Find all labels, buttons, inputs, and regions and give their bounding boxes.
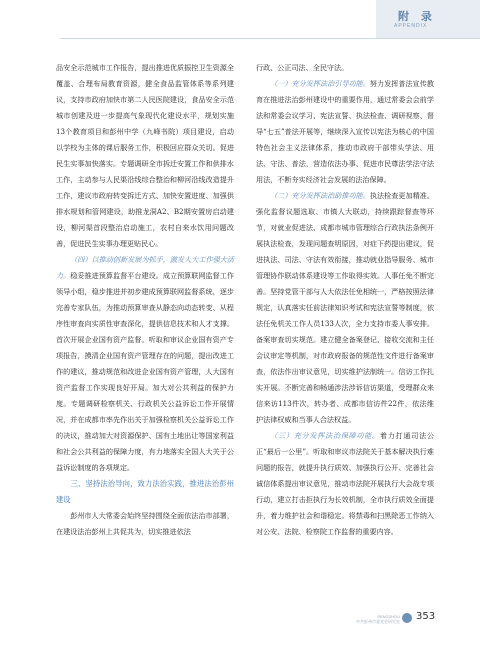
subsection-heading: （二）充分发挥法治助推功能。 bbox=[270, 191, 370, 200]
paragraph-body: 着力打通司法公正“最后一公里”。听取和审议市法院关于基本解决执行难问题的报告，就提升执行质效、加强执行公开、完善社会诚信体系提出审议意见，推动市法院开展执行大会战专项行动，建立打击拒执行为长效机制，全市执行质效全面提升，着力维护社会和谐稳定。将禁毒和扫黑除恶工作纳入对公安、法院、检察院工作监督的重要内容。 bbox=[256, 431, 434, 536]
paragraph-body: 稳妥推进预算监督平台建设。成立预算联网监督工作领导小组，稳步推进并初步建成预算联网监督系统，逐步完善专家队伍，为推动预算审查从静态向动态转变、从程序性审查向实质性审查深化，提供信息技术和人才支撑。首次开展企业国有资产监督。听取和审议企业国有资产专项报告，摸清企业国有资产管理存在的问题，提出改进工作的建议，推动规范和改进企业国有资产管理，人大国有资产监督工作实现良好开局。加大对公共利益的保护力度。专题调研检察机关、行政机关公益诉讼工作开展情况，并在成都市率先作出关于加强检察机关公益诉讼工作的决议，推动加大对资源保护、国有土地出让等国家利益和社会公共利益的保障力度，有力地落实全国人大关于公益诉讼制度的各项规定。 bbox=[56, 271, 235, 472]
right-column bbox=[256, 60, 434, 540]
logo-line: 中共彭州市委党史研究室 bbox=[356, 619, 400, 624]
paragraph: 彭州市人大常委会始终坚持围绕全面依法治市部署，在建设法治彭州上共促共为，切实推进依法 bbox=[56, 511, 234, 536]
header-divider bbox=[60, 38, 480, 39]
subsection-heading: （四）以推动创新发展为抓手，激发人大工作强大活力。 bbox=[56, 255, 234, 280]
paragraph-body: 努力发挥普法宣传教育在推进法治彭州建设中的重要作用，通过常委会会前学法和常委会议学习、宪法宣誓、执法检查、调研视察、督导“七五”普法开展等，继续深入宣传以宪法为核心的中国特色社会主义法律体系，推动市政府干部带头学法、用法、守法、普法，营造依法办事、促进市民尊法学法守法用法，不断夯实经济社会发展的法治保障。 bbox=[256, 79, 435, 184]
page-marker-icon bbox=[402, 613, 412, 623]
paragraph: 行政、公正司法、全民守法。 bbox=[256, 63, 349, 72]
publisher-logo bbox=[330, 614, 400, 624]
subsection-heading: （三）充分发挥法治保障功能。 bbox=[270, 431, 380, 440]
section-title: 附 录 bbox=[398, 10, 436, 23]
paragraph bbox=[56, 252, 234, 476]
paragraph bbox=[256, 428, 434, 540]
paragraph bbox=[256, 188, 434, 428]
page-number: 353 bbox=[416, 611, 436, 622]
paragraph-body: 执法检查更加精准。强化监督议题选取、市镇人大联动，持续跟踪督查等环节，对就业促进法、成都市城市管理综合行政执法条例开展执法检查，发现问题查明原因，对症下药提出建议，促进执法、司法、守法有效衔接，推动就业指导服务、城市管理协作联动体系建设等工作取得实效。人事任免不断完善。坚持党管干部与人大依法任免相统一，严格按照法律规定，认真落实任前法律知识考试和宪法宣誓等制度，依法任免机关工作人员133人次，全力支持市委人事安排。备案审查切实规范。建立健全备案登记、接收交流和主任会议审定等机制，对市政府报备的规范性文件进行备案审查，依法作出审议意见，切实维护法制统一。信访工作扎实开展。不断完善和畅通涉法涉诉信访渠道，受理群众来信来访113件次，转办者、成都市信访件22件，依法维护法律权威和当事人合法权益。 bbox=[256, 191, 435, 424]
section-subtitle: APPENDIX bbox=[394, 23, 428, 29]
section-heading: 三、坚持法治导向，致力法治实践，推进法治彭州建设 bbox=[56, 479, 234, 504]
left-column bbox=[56, 60, 234, 540]
paragraph: 品安全示范城市工作报告，提出推进优质振控卫生资源全覆盖、合理布局教育资源，健全食品监管体系等系列建议，支持市政府加快市第二人民医院建设，食品安全示范城市创建及进一步提高气象现代化建设水平，规划实施13个教育项目和彭州中学（九峰书院）项目建设，启动以学校为主体的课后服务工作，积极回应群众关切。促进民生实事加快落实。专题调研全市拆迁安置工作和供排水工作，主动参与人民渠沿线综合整治和柳河沿线改造提升工作，建议市政府转变拆迁方式、加快安置进度、加强供排水规划和管网建设，助推龙洞A2、B2期安置房启动建设，柳河渠首段整治启动施工，农村自来水饮用问题改善，促进民生实事办理更贴民心。 bbox=[56, 63, 234, 248]
subsection-heading: （一）充分发挥法治引导功能。 bbox=[270, 79, 370, 88]
logo-line: PENGZHOU bbox=[377, 614, 400, 619]
paragraph bbox=[256, 76, 434, 188]
